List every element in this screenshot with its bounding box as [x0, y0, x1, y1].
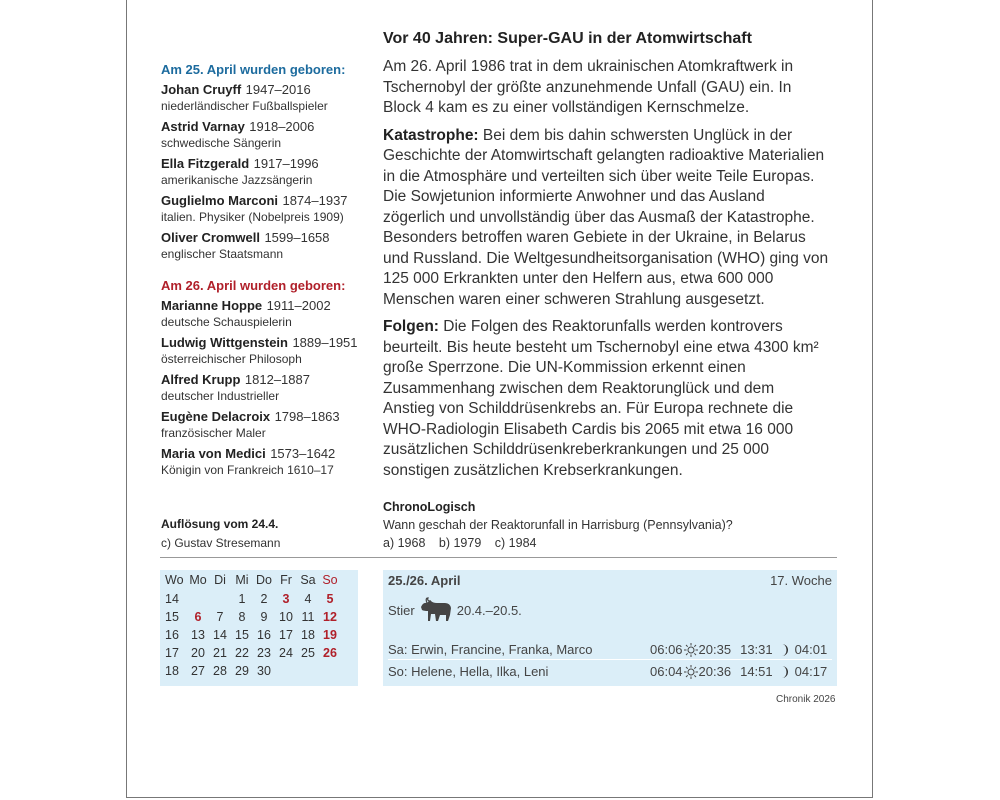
person-desc: deutscher Industrieller [161, 389, 280, 403]
solution-box [161, 515, 361, 553]
calendar-header-cell: Mi [235, 573, 249, 587]
calendar-header-cell: Wo [165, 573, 184, 587]
person-entry [161, 230, 361, 262]
person-years: 1889–1951 [292, 335, 358, 350]
sun-moon-times [650, 642, 827, 657]
sunrise-time: 06:04 [650, 664, 683, 679]
person-desc: Königin von Frankreich 1610–17 [161, 463, 334, 477]
person-desc: schwedische Sängerin [161, 136, 282, 150]
month-calendar [160, 570, 358, 686]
calendar-day: 19 [323, 628, 337, 642]
calendar-header-cell: Fr [280, 573, 292, 587]
calendar-week-number: 14 [165, 592, 179, 606]
calendar-day: 28 [213, 664, 227, 678]
calendar-day [297, 662, 319, 680]
week-number: 17. Woche [770, 573, 832, 588]
sunset-time: 20:35 [698, 642, 732, 657]
person-years: 1874–1937 [282, 193, 348, 208]
moonset-time: 04:17 [794, 664, 828, 679]
person-desc: französischer Maler [161, 426, 266, 440]
person-entry [161, 193, 361, 225]
article [383, 30, 829, 488]
section-text: Bei dem bis dahin schwersten Unglück in der Geschichte der Atomwirtschaft gelangten radioaktive Materialien in die Atmosphäre und verteilten sich über weite Teile Europas. Die Sowjetunion informierte Anwohner und das Ausland zögerlich und unvollständig über das Ausmaß der Katastrophe. Besonders betroffen waren Gebiete in der Ukraine, in Belarus und Russland. Die Weltgesundheitsorganisation (WHO) ging von 125 000 Erkrankten unter den Helfern aus, etwa 600 000 Menschen waren einer schweren Strahlung ausgesetzt. [383, 126, 829, 308]
chrono-answers [383, 534, 829, 552]
footer-label: Chronik 2026 [776, 694, 836, 705]
calendar-day: 22 [235, 646, 249, 660]
sunset-time: 20:36 [698, 664, 732, 679]
person-desc: englischer Staatsmann [161, 247, 284, 261]
person-name: Astrid Varnay [161, 119, 245, 134]
zodiac-label: Stier [388, 602, 415, 618]
calendar-day: 10 [279, 610, 293, 624]
zodiac-range: 20.4.–20.5. [456, 602, 522, 618]
moonrise-time: 14:51 [740, 664, 773, 679]
person-desc: italien. Physiker (Nobelpreis 1909) [161, 210, 344, 224]
calendar-header-cell: Sa [300, 573, 316, 587]
answer-option: a) 1968 [383, 536, 426, 550]
calendar-week-number: 15 [165, 610, 179, 624]
zodiac-sign [388, 597, 522, 623]
calendar-day: 6 [194, 610, 202, 624]
day-row-saturday [388, 640, 832, 660]
sunrise-time: 06:06 [650, 642, 683, 657]
calendar-header-cell: Mo [189, 573, 207, 587]
solution-heading: Auflösung vom 24.4. [161, 517, 279, 531]
moonset-time: 04:01 [794, 642, 828, 657]
moon-icon [777, 665, 791, 679]
calendar-day: 3 [282, 592, 290, 606]
person-name: Johan Cruyff [161, 82, 242, 97]
name-days: Sa: Erwin, Francine, Franka, Marco [388, 642, 593, 657]
article-section-folgen [383, 317, 829, 481]
calendar-week-number: 17 [165, 646, 179, 660]
person-name: Marianne Hoppe [161, 298, 263, 313]
calendar-header-cell: Do [256, 573, 272, 587]
person-years: 1911–2002 [266, 298, 331, 313]
calendar-day: 7 [216, 610, 224, 624]
calendar-day: 11 [301, 610, 315, 624]
person-entry [161, 446, 361, 478]
calendar-day: 8 [238, 610, 246, 624]
calendar-day: 27 [191, 664, 205, 678]
sun-icon [684, 643, 698, 657]
calendar-week-number: 18 [165, 664, 179, 678]
article-section-katastrophe [383, 126, 829, 311]
section-text: Die Folgen des Reaktorunfalls werden kontrovers beurteilt. Bis heute besteht um Tschernobyl eine etwa 4300 km² große Sperrzone. Die UN-Kommission erkennt einen Zusammenhang zwischen dem Reaktorunglück und dem Anstieg von Schilddrüsenkrebs an. Für Europa rechnete die WHO-Radiologin Elisabeth Cardis bis 2065 mit etwa 16 000 zusätzlichen Schilddrüsenkreberkrankungen und 25 000 sonstigen zusätzlichen Krebserkrankungen. [383, 318, 819, 479]
person-name: Eugène Delacroix [161, 409, 271, 424]
calendar-header [160, 570, 358, 590]
name-days: So: Helene, Hella, Ilka, Leni [388, 664, 549, 679]
row-divider [388, 659, 832, 660]
births-26 [161, 278, 361, 478]
calendar-day [209, 590, 231, 608]
calendar-day: 13 [191, 628, 205, 642]
person-desc: deutsche Schauspielerin [161, 315, 292, 329]
person-years: 1798–1863 [274, 409, 340, 424]
answer-option: b) 1979 [438, 536, 482, 550]
person-years: 1917–1996 [253, 156, 319, 171]
day-date: 25./26. April [388, 573, 461, 588]
chrono-question: Wann geschah der Reaktorunfall in Harrisburg (Pennsylvania)? [383, 518, 733, 532]
calendar-day: 2 [260, 592, 268, 606]
solution-text: c) Gustav Stresemann [161, 536, 281, 550]
person-entry [161, 119, 361, 151]
calendar-day: 5 [326, 592, 334, 606]
person-entry [161, 156, 361, 188]
person-name: Maria von Medici [161, 446, 266, 461]
chrono-quiz [383, 498, 829, 552]
calendar-week-row [160, 590, 358, 608]
day-row-sunday [388, 662, 832, 682]
person-entry [161, 298, 361, 330]
calendar-body [160, 590, 358, 680]
person-desc: niederländischer Fußballspieler [161, 99, 328, 113]
calendar-day: 15 [235, 628, 249, 642]
person-entry [161, 335, 361, 367]
calendar-week-row [160, 644, 358, 662]
calendar-day [187, 590, 209, 608]
person-name: Ella Fitzgerald [161, 156, 250, 171]
calendar-day [319, 662, 341, 680]
sun-icon [684, 665, 698, 679]
calendar-week-row [160, 662, 358, 680]
calendar-day: 17 [279, 628, 293, 642]
calendar-day: 24 [279, 646, 293, 660]
person-entry [161, 82, 361, 114]
calendar-day: 25 [301, 646, 315, 660]
person-years: 1573–1642 [270, 446, 336, 461]
sun-moon-times [650, 664, 827, 679]
person-desc: österreichischer Philosoph [161, 352, 302, 366]
section-lead: Folgen: [383, 318, 439, 335]
calendar-day: 1 [238, 592, 246, 606]
calendar-day: 12 [323, 610, 337, 624]
chrono-heading: ChronoLogisch [383, 500, 476, 514]
moon-icon [777, 643, 791, 657]
calendar-week-row [160, 608, 358, 626]
person-years: 1947–2016 [245, 82, 311, 97]
person-entry [161, 409, 361, 441]
calendar-day: 29 [235, 664, 249, 678]
article-intro: Am 26. April 1986 trat in dem ukrainischen Atomkraftwerk in Tschernobyl der größte anzunehmende Unfall (GAU) ein. In Block 4 kam es zu einer vollständigen Kernschmelze. [383, 58, 794, 116]
calendar-day: 4 [304, 592, 312, 606]
person-name: Ludwig Wittgenstein [161, 335, 288, 350]
person-name: Alfred Krupp [161, 372, 241, 387]
calendar-day [275, 662, 297, 680]
person-name: Guglielmo Marconi [161, 193, 279, 208]
divider [160, 557, 837, 558]
calendar-week-row [160, 626, 358, 644]
calendar-day: 30 [257, 664, 271, 678]
calendar-day: 9 [260, 610, 268, 624]
person-desc: amerikanische Jazzsängerin [161, 173, 313, 187]
person-years: 1918–2006 [249, 119, 315, 134]
births-heading: Am 25. April wurden geboren: [161, 62, 346, 77]
calendar-day: 20 [191, 646, 205, 660]
section-lead: Katastrophe: [383, 126, 479, 144]
bull-icon [419, 597, 453, 623]
calendar-day: 18 [301, 628, 315, 642]
person-entry [161, 372, 361, 404]
births-column [161, 62, 361, 483]
calendar-day: 14 [213, 628, 227, 642]
calendar-day: 23 [257, 646, 271, 660]
moonrise-time: 13:31 [740, 642, 773, 657]
person-years: 1812–1887 [244, 372, 310, 387]
calendar-day: 21 [213, 646, 227, 660]
article-headline: Vor 40 Jahren: Super-GAU in der Atomwirtschaft [383, 30, 752, 47]
calendar-day: 26 [323, 646, 337, 660]
person-name: Oliver Cromwell [161, 230, 260, 245]
calendar-header-cell: So [322, 573, 338, 587]
day-info-box [383, 570, 837, 686]
calendar-week-number: 16 [165, 628, 179, 642]
calendar-day: 16 [257, 628, 271, 642]
answer-option: c) 1984 [494, 536, 537, 550]
person-years: 1599–1658 [264, 230, 330, 245]
births-25 [161, 62, 361, 262]
births-heading: Am 26. April wurden geboren: [161, 278, 346, 293]
calendar-header-cell: Di [214, 573, 226, 587]
